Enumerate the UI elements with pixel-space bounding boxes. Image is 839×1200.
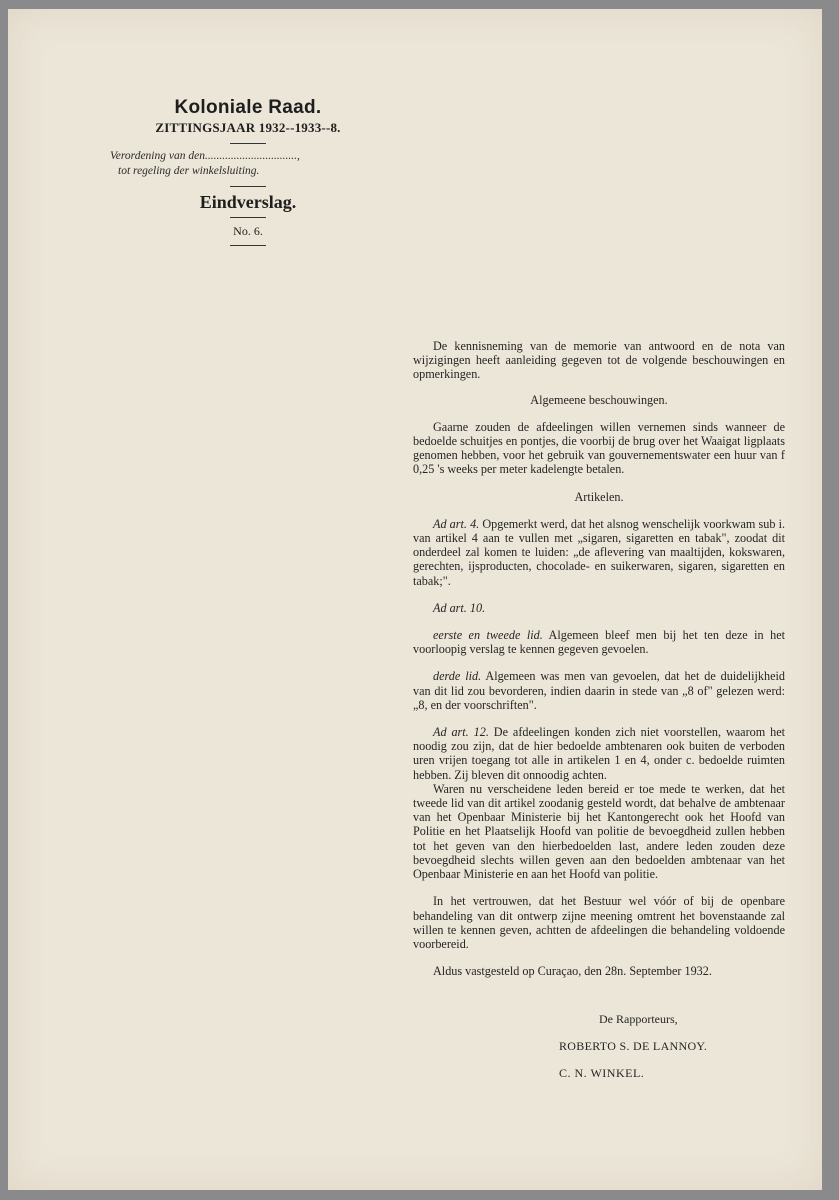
general-paragraph: Gaarne zouden de afdeelingen willen vernemen sinds wanneer de bedoelde schuitjes en pontjes, die voorbij de brug over het Waaigat ligplaats genomen hebben, voor het gebruik van gouvernementswater een huur van f 0,25 's weeks per meter kadelengte betalen. xyxy=(413,419,785,477)
closing-paragraph: In het vertrouwen, dat het Bestuur wel vóór of bij de openbare behandeling van dit ontwerp zijne meening omtrent het bovenstaande zal willen te kennen geven, achtten de afdeelingen die behandeling voldoende voorbereid. xyxy=(413,894,785,951)
rapporteur-name-2: C. N. WINKEL. xyxy=(559,1066,645,1080)
art10-lid3-label: derde lid. xyxy=(433,669,482,684)
art12-label: Ad art. 12. xyxy=(433,725,489,740)
art10-lid12-text: Algemeen bleef men bij het ten deze in het voorloopig verslag te kennen gegeven gevoelen. xyxy=(413,628,786,657)
general-heading: Algemeene beschouwingen. xyxy=(530,392,668,407)
divider xyxy=(230,143,266,144)
art12-paragraph xyxy=(413,725,785,782)
report-title: Eindverslag. xyxy=(199,192,297,212)
art4-label: Ad art. 4. xyxy=(433,516,480,531)
ordinance-title xyxy=(108,149,388,179)
ordinance-line-2: tot regeling der winkelsluiting. xyxy=(118,165,260,177)
council-title: Koloniale Raad. xyxy=(174,97,322,118)
art4-paragraph xyxy=(413,517,785,588)
articles-heading: Artikelen. xyxy=(574,489,624,504)
art10-heading xyxy=(413,601,785,615)
divider xyxy=(230,245,266,246)
session-year: ZITTINGSJAAR 1932--1933--8. xyxy=(155,120,341,135)
art10-lid12-paragraph xyxy=(413,628,785,656)
art12-paragraph-2: Waren nu verscheidene leden bereid er toe mede te werken, dat het tweede lid van dit artikel zoodanig gesteld wordt, dat behalve de ambtenaar van het Openbaar Ministerie bij het Kantongerecht ook het Hoofd van Politie en het Plaatselijk Hoofd van politie de bevoegdheid zullen hebben tot het geven van den hierbedoelden last, andere leden zouden deze bevoegdheid slechts willen geven aan den bedoelden ambtenaar van het Openbaar Ministerie en aan het Hoofd van politie. xyxy=(413,781,785,882)
divider xyxy=(230,217,266,218)
adopted-line: Aldus vastgesteld op Curaçao, den 28n. September 1932. xyxy=(433,964,712,979)
art10-label: Ad art. 10. xyxy=(433,600,486,615)
report-body xyxy=(413,339,785,978)
document-number: No. 6. xyxy=(233,224,263,238)
art4-text: Opgemerkt werd, dat het alsnog wenschelijk voorkwam sub i. van artikel 4 aan te vullen met „sigaren, sigaretten en tabak", zoodat dit onderdeel zal komen te luiden: „de aflevering van maaltijden, kokswaren, gerechten, ijsproducten, chocolade- en suikerwaren, sigaren, sigaretten en tabak;". xyxy=(413,516,785,588)
rapporteurs-label: De Rapporteurs, xyxy=(599,1012,678,1026)
document-page xyxy=(8,9,822,1190)
divider xyxy=(230,186,266,187)
art12-text: De afdeelingen konden zich niet voorstellen, waarom het noodig zou zijn, dat de hier bedoelde ambtenaren ook buiten de verboden uren vrijen toegang tot alle in artikelen 1 en 4, onder c. bedoelde ruimten hebben. Zij bleven dit onnoodig achten. xyxy=(413,725,786,782)
intro-paragraph: De kennisneming van de memorie van antwoord en de nota van wijzigingen heeft aanleiding gegeven tot de volgende beschouwingen en opmerkingen. xyxy=(413,339,785,382)
art10-lid3-text: Algemeen was men van gevoelen, dat het de duidelijkheid van dit lid zou bevorderen, indien daarin in stede van „8 of" gelezen werd: „8, en der voorschriften". xyxy=(413,669,785,712)
document-header xyxy=(108,97,388,251)
art10-lid3-paragraph xyxy=(413,669,785,712)
art10-lid12-label: eerste en tweede lid. xyxy=(433,628,543,643)
ordinance-line-1: Verordening van den................................, xyxy=(110,150,300,162)
rapporteur-name-1: ROBERTO S. DE LANNOY. xyxy=(559,1039,708,1053)
